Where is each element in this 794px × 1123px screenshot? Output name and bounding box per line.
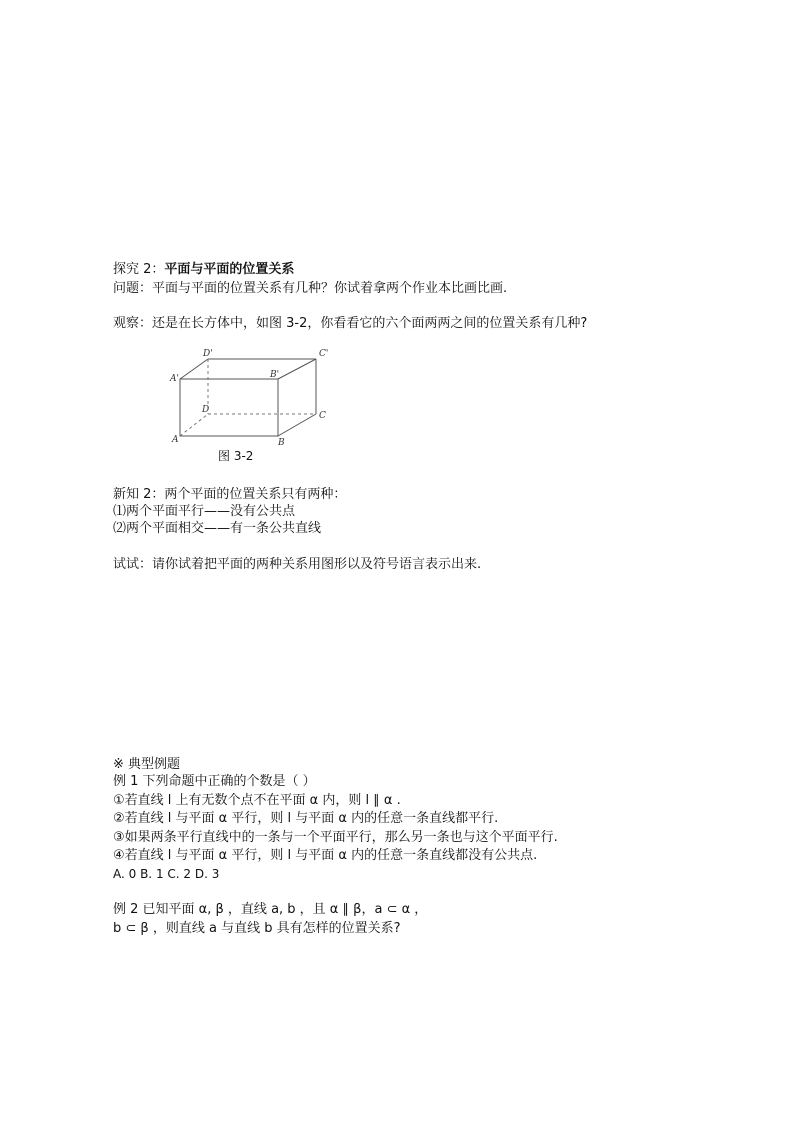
hidden-edge-a-d: [180, 414, 208, 436]
edge-b1-c1: [278, 359, 316, 379]
example1-option2: ②若直线 l 与平面 α 平行，则 l 与平面 α 内的任意一条直线都平行.: [113, 811, 499, 826]
new-knowledge-title: 新知 2：两个平面的位置关系只有两种：: [113, 487, 347, 502]
label-c1: C': [319, 349, 329, 359]
example1-option4: ④若直线 l 与平面 α 平行，则 l 与平面 α 内的任意一条直线都没有公共点.: [113, 848, 538, 863]
section2-title: 平面与平面的位置关系: [164, 262, 295, 277]
example2-line1: 例 2 已知平面 α, β ，直线 a, b ，且 α ∥ β，a ⊂ α ，: [113, 902, 428, 917]
section2-question: 问题：平面与平面的位置关系有几种？你试着拿两个作业本比画比画.: [113, 281, 508, 296]
label-c: C: [319, 411, 326, 421]
example1-choices: A. 0 B. 1 C. 2 D. 3: [113, 867, 220, 881]
try-it-text: 试试：请你试着把平面的两种关系用图形以及符号语言表示出来.: [113, 557, 482, 572]
label-d: D: [202, 405, 210, 415]
section2-observe: 观察：还是在长方体中，如图 3-2，你看看它的六个面两两之间的位置关系有几种?: [113, 316, 588, 331]
label-b: B: [278, 438, 285, 448]
section2-heading: [113, 261, 294, 278]
example1-stem: 例 1 下列命题中正确的个数是（ ）: [113, 774, 316, 789]
label-d1: D': [203, 349, 213, 359]
new-knowledge-item2: ⑵两个平面相交——有一条公共直线: [113, 521, 322, 536]
label-a: A: [172, 435, 179, 445]
edge-b-c: [278, 414, 316, 436]
section2-prefix: 探究 2：: [113, 262, 165, 277]
edge-a1-d1: [180, 359, 208, 379]
label-a1: A': [170, 374, 179, 384]
cuboid-diagram: [168, 344, 338, 452]
example1-option3: ③如果两条平行直线中的一条与一个平面平行，那么另一条也与这个平面平行.: [113, 830, 558, 845]
cuboid-figure: [168, 344, 338, 452]
label-b1: B': [270, 370, 280, 380]
example2-line2: b ⊂ β ，则直线 a 与直线 b 具有怎样的位置关系?: [113, 921, 401, 936]
cuboid-front-face: [180, 379, 278, 436]
new-knowledge-item1: ⑴两个平面平行——没有公共点: [113, 504, 296, 519]
example1-option1: ①若直线 l 上有无数个点不在平面 α 内，则 l ∥ α .: [113, 793, 401, 808]
examples-heading: ※ 典型例题: [113, 757, 181, 772]
figure-caption: 图 3-2: [218, 449, 254, 463]
